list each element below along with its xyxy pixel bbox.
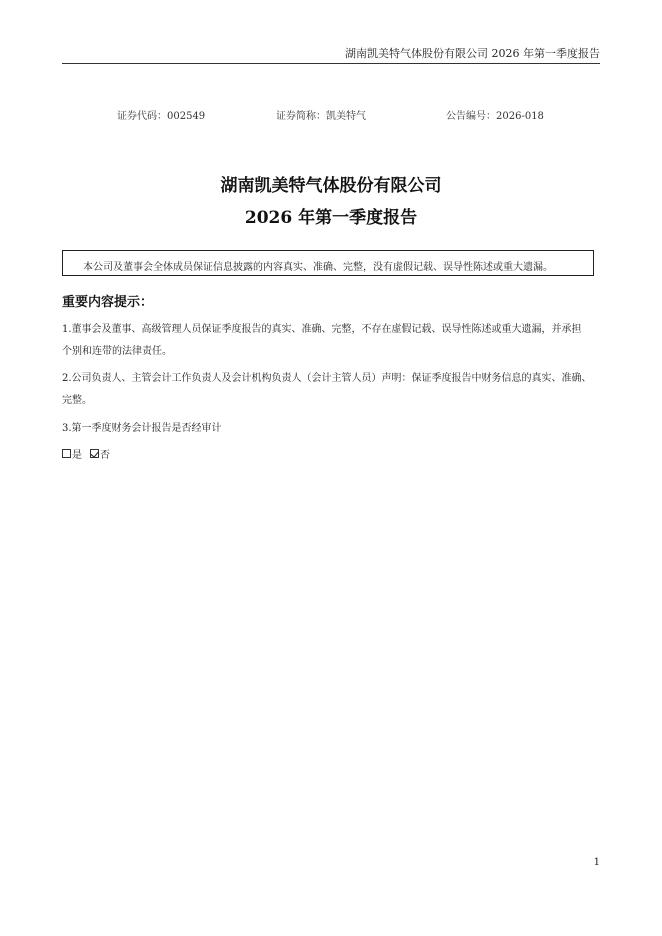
company-title: 湖南凯美特气体股份有限公司 [220,176,442,196]
unchecked-box-icon[interactable] [62,449,71,458]
disclosure-notice-text: 本公司及董事会全体成员保证信息披露的内容真实、准确、完整，没有虚假记载、误导性陈述或重大遗漏。 [83,262,553,273]
security-code: 证券代码：002549 [117,111,206,122]
header-divider [62,63,600,64]
running-header: 湖南凯美特气体股份有限公司 2026 年第一季度报告 [345,47,600,60]
item1-line2: 个别和连带的法律责任。 [62,346,172,357]
disclosure-notice-box [62,250,594,276]
checked-box-icon[interactable] [90,449,99,458]
audit-choice [62,446,110,461]
security-short-name: 证券简称：凯美特气 [276,111,366,122]
important-heading: 重要内容提示： [62,295,154,310]
item1-line1: 1.董事会及董事、高级管理人员保证季度报告的真实、准确、完整，不存在虚假记载、误导性陈述或重大遗漏，并承担 [62,324,582,335]
choice-yes-label: 是 [72,450,82,461]
item2-line2: 完整。 [62,395,92,406]
announcement-number: 公告编号：2026-018 [446,111,544,122]
item3-text: 3.第一季度财务会计报告是否经审计 [62,423,222,434]
page-number: 1 [593,857,600,868]
report-title: 2026 年第一季度报告 [244,208,418,228]
item2-line1: 2.公司负责人、主管会计工作负责人及会计机构负责人（会计主管人员）声明：保证季度报告中财务信息的真实、准确、 [62,373,592,384]
choice-no-label: 否 [100,450,110,461]
